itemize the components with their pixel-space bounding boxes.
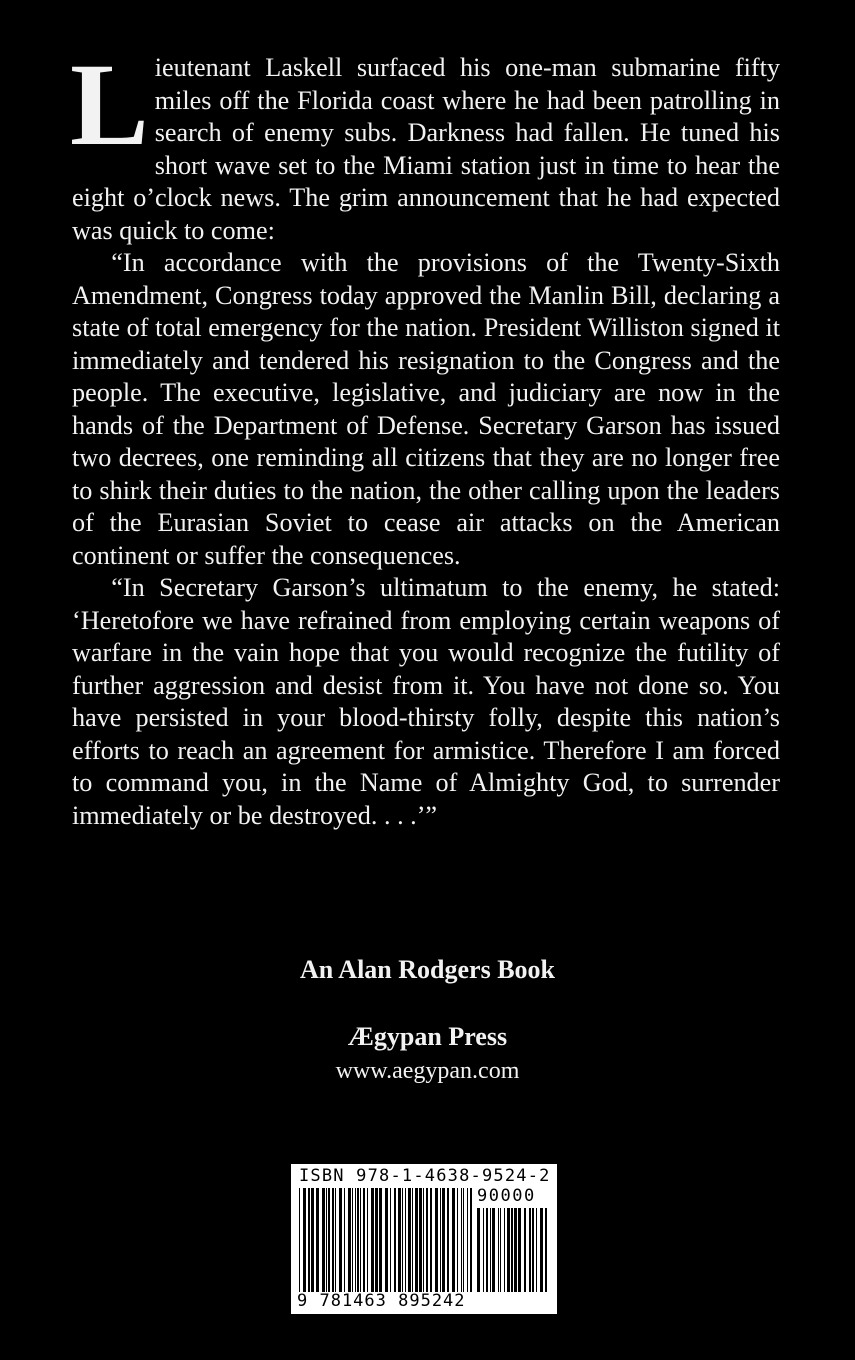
barcode-bar <box>461 1188 462 1292</box>
barcode-bar <box>390 1188 391 1292</box>
barcode-bar <box>504 1208 505 1292</box>
barcode-bar <box>529 1208 531 1292</box>
barcode-bar <box>344 1188 345 1292</box>
blurb-paragraph-1 <box>70 39 780 247</box>
barcode-bar <box>426 1188 428 1292</box>
barcode-bar <box>430 1188 432 1292</box>
back-cover-blurb <box>70 39 780 832</box>
blurb-paragraph-1-text: ieutenant Laskell surfaced his one-man submarine fifty miles off the Florida coast where he had been patrolling in search of enemy subs. Darkness had fallen. He tuned his short wave set to the Miami station just in time to hear the eight o’clock news. The grim announcement that he had expected was quick to come: <box>72 53 780 245</box>
barcode-bar <box>440 1188 441 1292</box>
barcode-bar <box>498 1208 499 1292</box>
publisher-website: www.aegypan.com <box>335 1058 520 1084</box>
barcode-bar <box>328 1188 330 1292</box>
barcode-bar <box>524 1208 526 1292</box>
barcode-bar <box>518 1208 521 1292</box>
barcode-bar <box>322 1188 325 1292</box>
barcode-bar <box>352 1188 353 1292</box>
barcode-bar <box>463 1188 464 1292</box>
barcode-bar <box>308 1188 310 1292</box>
barcode-bar <box>423 1188 424 1292</box>
barcode-bar <box>507 1208 510 1292</box>
barcode-bar <box>394 1188 396 1292</box>
barcode-bar <box>500 1208 501 1292</box>
barcode-bar <box>385 1188 388 1292</box>
series-line: An Alan Rodgers Book <box>300 955 555 984</box>
barcode-bar <box>514 1208 517 1292</box>
barcode-bar <box>316 1188 319 1292</box>
publisher-name: Ægypan Press <box>347 1022 508 1051</box>
barcode-bar <box>402 1188 403 1292</box>
ean-digits: 9 781463 895242 <box>297 1291 466 1311</box>
barcode-bar <box>412 1188 413 1292</box>
barcode-bar <box>326 1188 327 1292</box>
barcode-bar <box>457 1188 458 1292</box>
barcode-bar <box>398 1188 401 1292</box>
blurb-paragraph-3: “In Secretary Garson’s ultimatum to the enemy, he stated: ‘Heretofore we have refrained from employing certain weapons of warfare in the vain hope that you would recognize the futility of further aggression and desist from it. You have not done so. You have persisted in your blood-thirsty folly, despite this nation’s efforts to reach an agreement for armistice. Therefore I am forced to command you, in the Name of Almighty God, to surrender immediately or be destroyed. . . .’” <box>72 573 780 830</box>
barcode-bar <box>367 1188 368 1292</box>
barcode-bar <box>452 1188 455 1292</box>
barcode-bar <box>545 1208 547 1292</box>
barcode-bar <box>540 1208 543 1292</box>
barcode-bar <box>532 1208 534 1292</box>
barcode-bar <box>375 1188 378 1292</box>
barcode-bar <box>536 1208 537 1292</box>
barcode-bar <box>492 1208 495 1292</box>
barcode-bar <box>363 1188 365 1292</box>
barcode-bar <box>483 1208 484 1292</box>
barcode-bar <box>447 1188 449 1292</box>
barcode-bar <box>360 1188 361 1292</box>
barcode-bar <box>303 1188 306 1292</box>
barcode-bar <box>335 1188 336 1292</box>
barcode-bar <box>311 1188 314 1292</box>
barcode-bar <box>470 1188 472 1292</box>
barcode-bar <box>355 1188 356 1292</box>
barcode-bar <box>299 1188 300 1292</box>
blurb-paragraph-2: “In accordance with the provisions of the Twenty-Sixth Amendment, Congress today approved the Manlin Bill, declaring a state of total emergency for the nation. President Williston signed it immediately and tendered his resignation to the Congress and the people. The executive, legislative, and judiciary are now in the hands of the Department of Defense. Secretary Garson has issued two decrees, one reminding all citizens that they are no longer free to shirk their duties to the nation, the other calling upon the leaders of the Eurasian Soviet to cease air attacks on the American continent or suffer the consequences. <box>72 248 780 570</box>
barcode-bar <box>415 1188 418 1292</box>
barcode-bar <box>408 1188 411 1292</box>
barcode-bar <box>435 1188 438 1292</box>
barcode-bar <box>339 1188 342 1292</box>
barcode-bar <box>371 1188 374 1292</box>
isbn-barcode <box>291 1164 557 1314</box>
barcode-bar <box>379 1188 382 1292</box>
price-code-label: 90000 <box>477 1186 536 1206</box>
barcode-bar <box>405 1188 406 1292</box>
barcode-bar <box>332 1188 334 1292</box>
drop-cap-letter: L <box>70 39 149 170</box>
isbn-label: ISBN 978-1-4638-9524-2 <box>299 1166 551 1186</box>
barcode-bar <box>477 1208 480 1292</box>
barcode-bar <box>511 1208 513 1292</box>
barcode-bar <box>442 1188 445 1292</box>
barcode-bar <box>348 1188 351 1292</box>
price-addon-barcode-bars <box>477 1208 549 1292</box>
barcode-bar <box>490 1208 491 1292</box>
ean-barcode-bars <box>299 1188 473 1292</box>
barcode-bar <box>357 1188 359 1292</box>
barcode-bar <box>419 1188 422 1292</box>
barcode-bar <box>486 1208 488 1292</box>
barcode-bar <box>467 1188 468 1292</box>
